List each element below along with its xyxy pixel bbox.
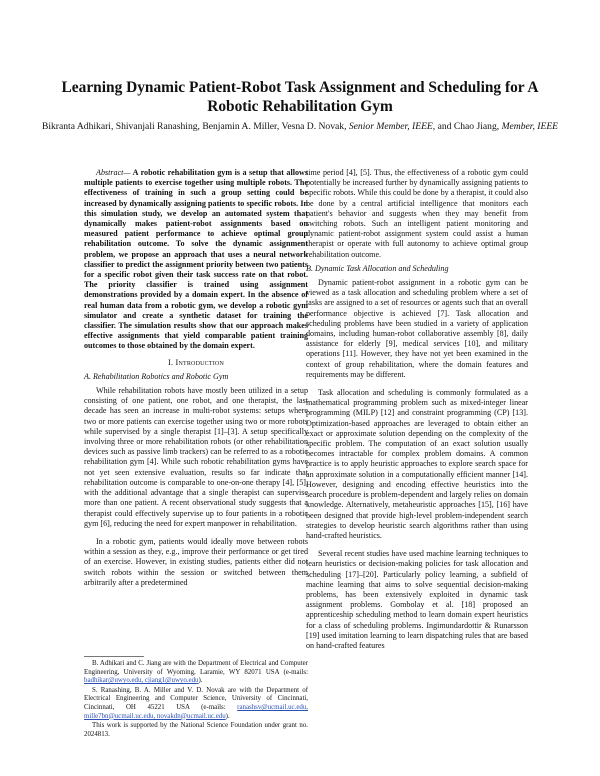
abstract-label: Abstract— <box>96 168 131 177</box>
footnote-affiliation-2 <box>84 687 308 721</box>
footnote-rule <box>84 656 144 657</box>
section-heading-introduction: I. Introduction <box>167 357 224 367</box>
paragraph: time period [4], [5]. Thus, the effectiveness of a robotic gym could potentially be increased further by dynamically assigning patients to specific robots. While this could be done by a therapist, it could also be done by a central artificial intelligence that monitors each patient's behavior and suggests when they may benefit from switching robots. Such an intelligent patient monitoring and dynamic patient-robot assignment system could assist a human therapist or operate with full autonomy to achieve optimal group rehabilitation outcome. <box>306 168 528 259</box>
footnote-text: B. Adhikari and C. Jiang are with the Department of Electrical and Computer Engineering, University of Wyoming, Laramie, WY 82071 USA (e-mails: <box>84 660 308 676</box>
left-column <box>84 168 308 588</box>
footnote-text: S. Ranashing, B. A. Miller and V. D. Novak are with the Department of Electrical Engineering and Computer Science, University of Cincinnati, Cincinnati, OH 45221 USA (e-mails: <box>84 686 308 711</box>
footnote-affiliation-1 <box>84 660 308 686</box>
email-link[interactable]: badhikar@uwyo.edu, cjiang1@uwyo.edu <box>84 677 199 685</box>
paragraph: While rehabilitation robots have mostly been utilized in a setup consisting of one patient, one robot, and one therapist, the last decade has seen an increase in multi-robot systems: setups where two or more patients can exercise together using two or more robots while supervised by a single therapist [1]–[3]. A setup specifically involving three or more rehabilitation robots (or other rehabilitation devices such as passive limb trackers) can be referred to as a robotic rehabilitation gym [4]. While such robotic rehabilitation gyms have not yet seen extensive evaluation, results so far indicate that rehabilitation outcome is comparable to one-on-one therapy [4], [5], with the additional advantage that a single therapist can supervise more than one patient. A recent observational study suggests that a therapist could effectively supervise up to four patients in a robotic gym [6], reducing the need for expert manpower in rehabilitation. <box>84 386 308 528</box>
paragraph: Several recent studies have used machine learning techniques to learn heuristics or decision-making policies for task allocation and scheduling [17]–[20]. Particularly policy learning, a subfield of machine learning that aims to solve sequential decision-making problems, has been extensively exploited in dynamic task assignment problems. Gombolay et al. [18] proposed an apprenticeship scheduling method to learn domain expert heuristics for a class of scheduling problems. Ingimundardottir & Runarsson [19] used imitation learning to learn dispatching rules that are based on hand-crafted features <box>306 549 528 650</box>
right-column <box>306 168 528 651</box>
author-list <box>40 120 560 133</box>
footnote-funding: This work is supported by the National Science Foundation under grant no. 2024813. <box>84 722 308 738</box>
subsection-heading-b: B. Dynamic Task Allocation and Scheduling <box>306 263 449 273</box>
paper-title: Learning Dynamic Patient-Robot Task Assignment and Scheduling for A Robotic Rehabilitation Gym <box>61 79 539 115</box>
abstract <box>84 168 308 352</box>
authors-names: Bikranta Adhikari, Shivanjali Ranashing, Benjamin A. Miller, Vesna D. Novak, <box>41 121 347 132</box>
footnote-text: ). <box>198 677 203 685</box>
footnote-text: ). <box>225 712 230 720</box>
authors-role-2: Member, IEEE <box>501 121 559 132</box>
paragraph: Task allocation and scheduling is commonly formulated as a mathematical programming problem such as mixed-integer linear programming (MILP) [12] and constraint programming (CP) [13]. Optimization-based approaches are leveraged to obtain either an exact or approximate solution depending on the complexity of the specific problem. The computation of an exact solution usually becomes intractable for complex problem domains. A common practice is to apply heuristic approaches to explore search space for an approximate solution in a computationally efficient manner [14]. However, designing and encoding effective heuristics into the search procedure is problem-dependent and largely relies on domain knowledge. Alternatively, metaheuristic approaches [15], [16] have been designed that provide high-level problem-independent search strategies to develop heuristic search algorithms rather than using hand-crafted heuristics. <box>306 388 528 540</box>
abstract-text: A robotic rehabilitation gym is a setup that allows multiple patients to exercise together using multiple robots. The effectiveness of training in such a group setting could be increased by dynamically assigning patients to specific robots. In this simulation study, we develop an automated system that dynamically makes patient-robot assignments based on measured patient performance to achieve optimal group rehabilitation outcome. To solve the dynamic assignment problem, we propose an approach that uses a neural network classifier to predict the assignment priority between two patients for a specific robot given their task success rate on that robot. The priority classifier is trained using assignment demonstrations provided by a domain expert. In the absence of real human data from a robotic gym, we develop a robotic gym simulator and create a synthetic dataset for training the classifier. The simulation results show that our approach makes effective assignments that yield comparable patient training outcomes to those obtained by the domain expert. <box>84 168 308 351</box>
authors-names-2: , and Chao Jiang, <box>432 121 500 132</box>
footnotes <box>84 660 308 740</box>
paragraph: In a robotic gym, patients would ideally move between robots within a session as they, e.g., improve their performance or get tired of an exercise. However, in existing studies, patients either did not switch robots within the session or switched between them arbitrarily after a predetermined <box>84 536 308 587</box>
email-link[interactable]: ranashsv@ucmail.uc.edu, mille7bn@ucmail.uc.edu, novakdn@ucmail.uc.edu <box>84 703 308 720</box>
paragraph: Dynamic patient-robot assignment in a robotic gym can be viewed as a task allocation and scheduling problem where a set of tasks are assigned to a set of resources or agents such that an overall performance objective is achieved [7]. Task allocation and scheduling problems have been studied in a variety of application domains, including human-robot collaborative assembly [8], daily assistance for elderly [9], medical services [10], and military operations [11]. However, they have not yet been examined in the context of group rehabilitation, where the domain features and requirements may be different. <box>306 278 528 379</box>
subsection-heading-a: A. Rehabilitation Robotics and Robotic Gym <box>84 371 229 381</box>
authors-role-1: Senior Member, IEEE <box>348 121 433 132</box>
